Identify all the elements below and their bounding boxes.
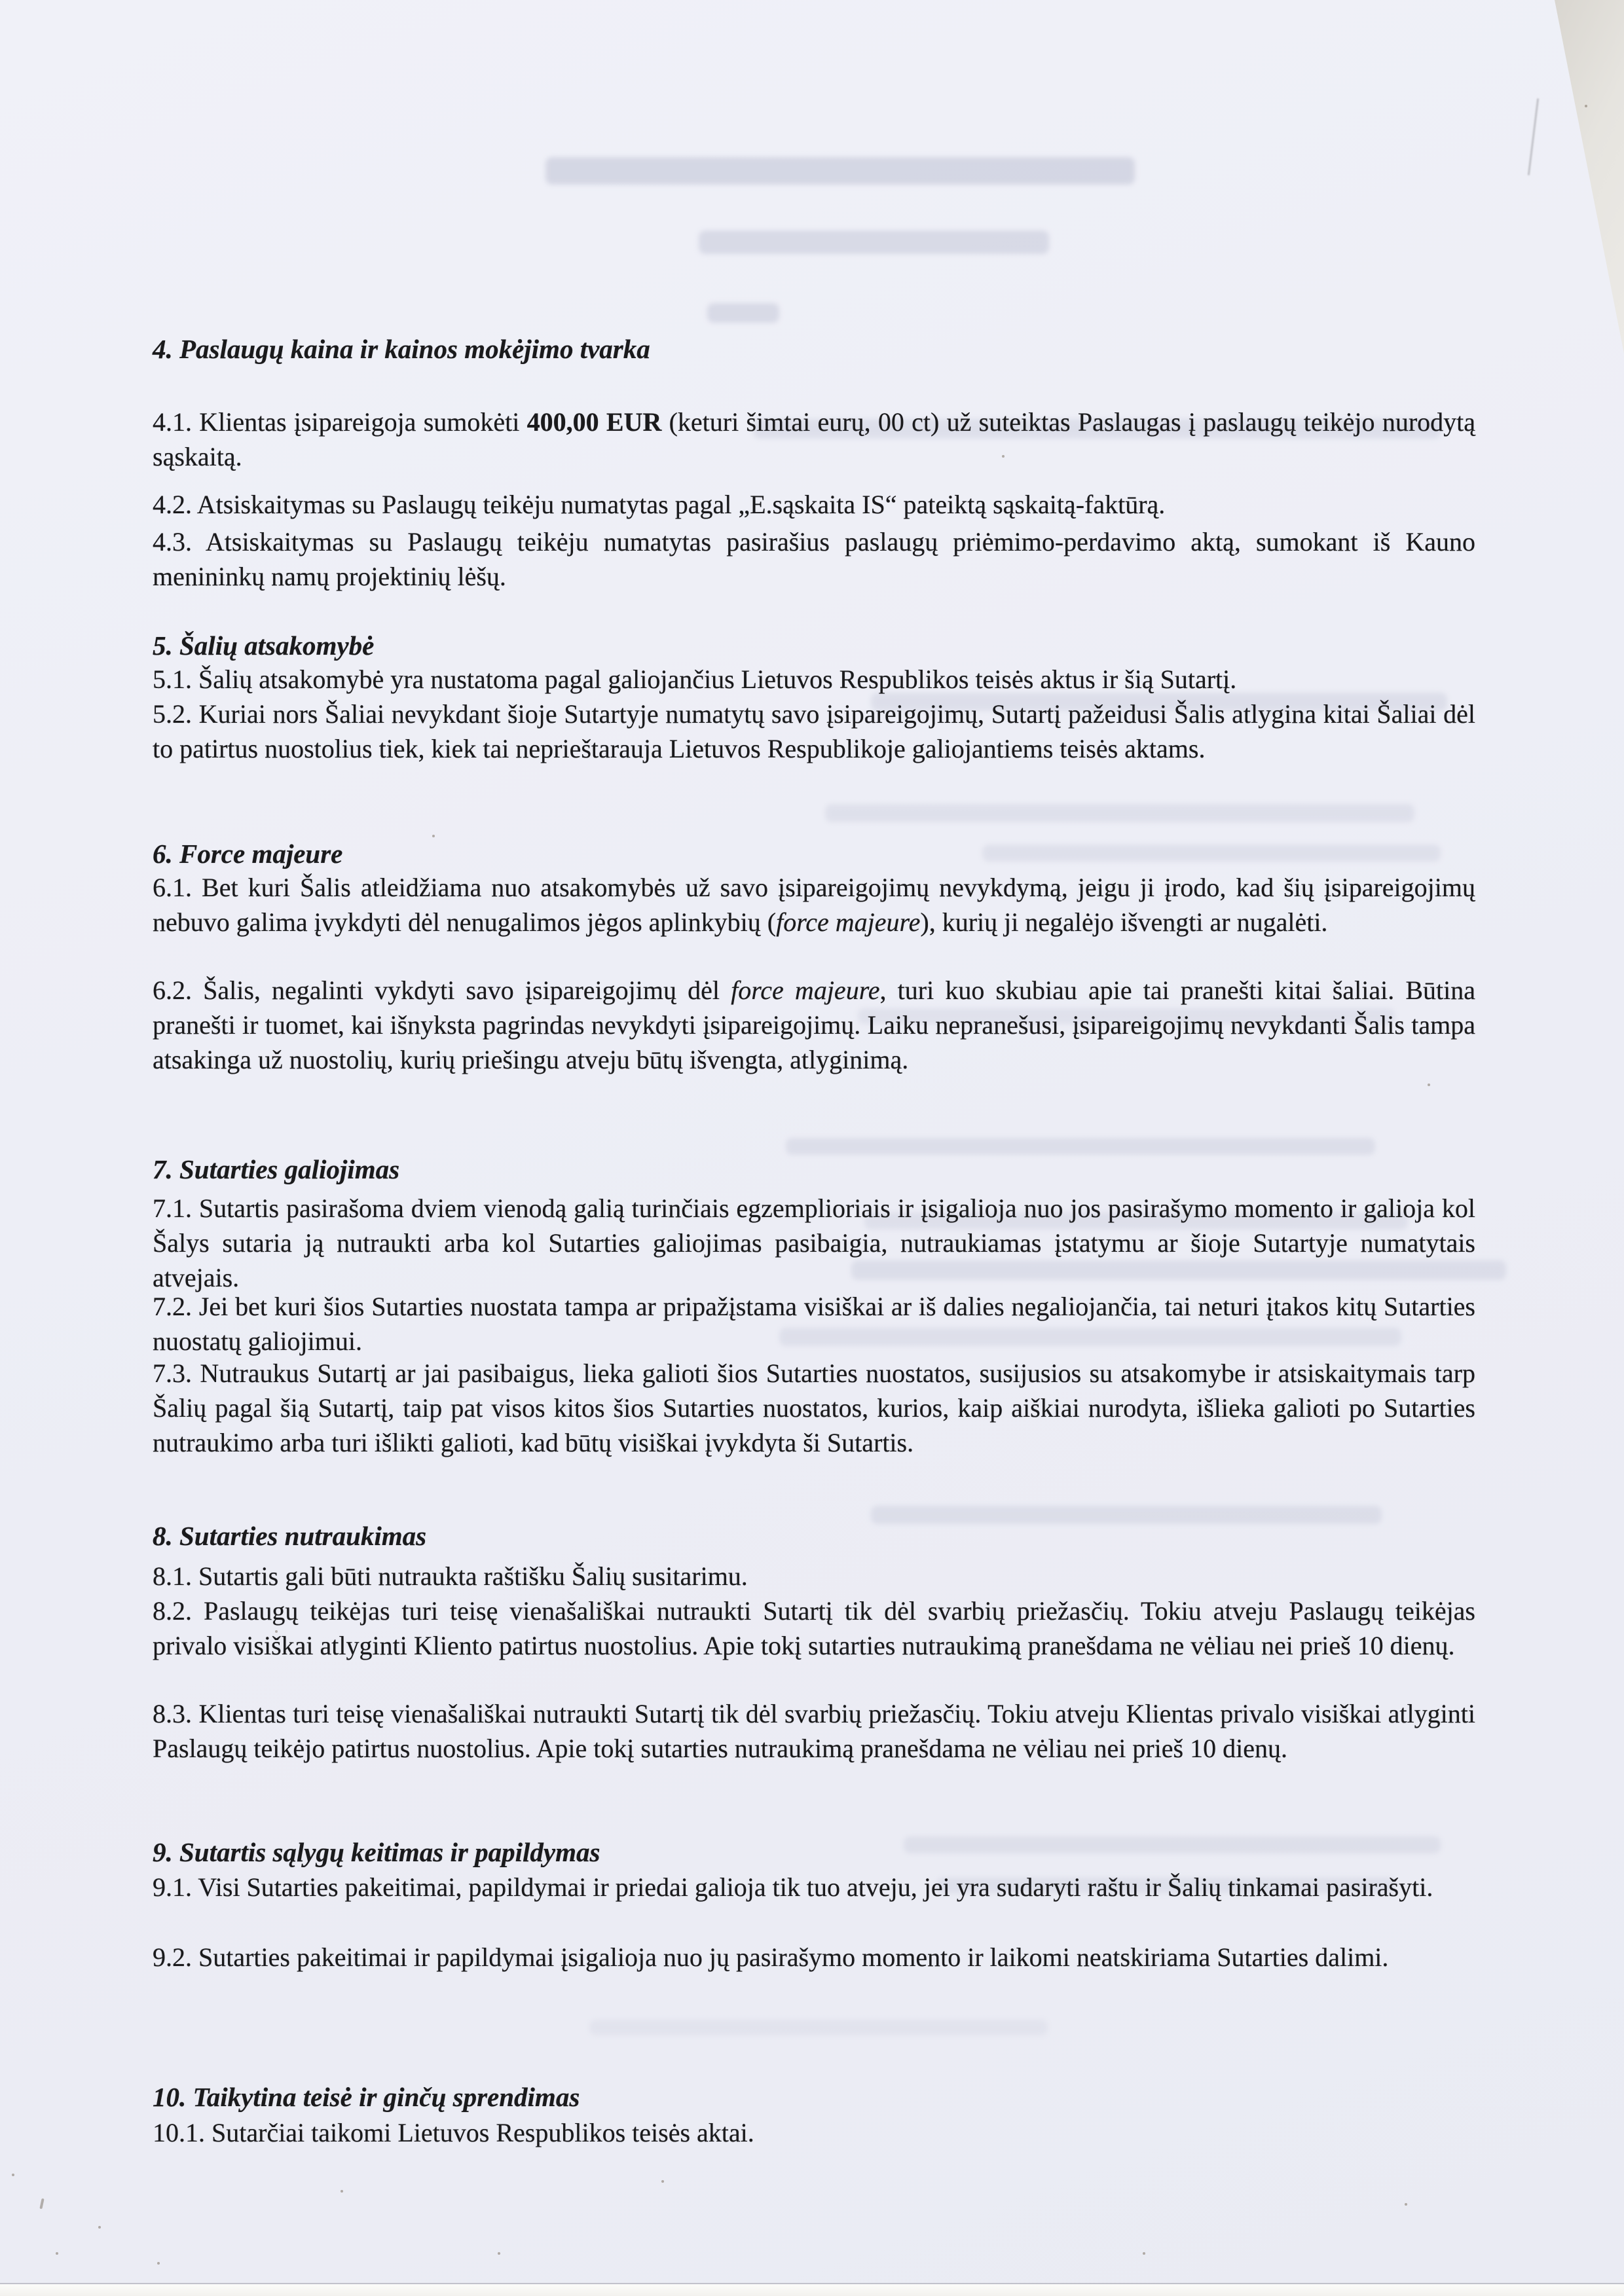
bleedthrough-mark [545, 157, 1135, 185]
section-heading-4: 4. Paslaugų kaina ir kainos mokėjimo tvarka [153, 334, 650, 364]
clause-text-run: 4.1. Klientas įsipareigoja sumokėti [153, 407, 527, 437]
paper-speck [56, 2252, 58, 2255]
section-heading-7: 7. Sutarties galiojimas [153, 1154, 400, 1184]
clause-text-run: 6.2. Šalis, negalinti vykdyti savo įsipareigojimų dėl [153, 975, 731, 1005]
contract-clause-4-3: 4.3. Atsiskaitymas su Paslaugų teikėju numatytas pasirašius paslaugų priėmimo-perdavimo aktą, sumokant iš Kauno menininkų namų projektinių lėšų. [153, 527, 1475, 591]
paper-speck [1428, 1084, 1430, 1086]
bleedthrough-mark [589, 2020, 1048, 2035]
contract-clause-7-2: 7.2. Jei bet kuri šios Sutarties nuostata tampa ar pripažįstama visiškai ar iš dalies negaliojančia, tai neturi įtakos kitų Sutarties nuostatų galiojimui. [153, 1292, 1475, 1356]
bleedthrough-mark [699, 230, 1049, 254]
paper-speck [39, 2198, 44, 2209]
clause-text-run: (keturi šimtai eurų, 00 ct) už suteiktas Paslaugas į paslaugų teikėjo nurodytą sąskaitą. [153, 407, 1476, 471]
section-heading-8: 8. Sutarties nutraukimas [153, 1521, 427, 1551]
contract-clause-8-1: 8.1. Sutartis gali būti nutraukta raštišku Šalių susitarimu. [153, 1561, 748, 1591]
paper-speck [12, 2174, 14, 2176]
scanner-bottom-strip [0, 2284, 1624, 2296]
contract-clause-5-2: 5.2. Kuriai nors Šaliai nevykdant šioje Sutartyje numatytų savo įsipareigojimų, Sutartį pažeidusi Šalis atlygina kitai Šaliai dėl to patirtus nuostolius tiek, kiek tai neprieštarauja Lietuvos Respublikoje galiojantiems teisės aktams. [153, 699, 1475, 763]
contract-clause-8-2: 8.2. Paslaugų teikėjas turi teisę vienašališkai nutraukti Sutartį tik dėl svarbių priežasčių. Tokiu atveju Paslaugų teikėjas privalo visiškai atlyginti Kliento patirtus nuostolius. Apie tokį sutarties nutraukimą pranešdama ne vėliau nei prieš 10 dienų. [153, 1596, 1475, 1660]
section-heading-5: 5. Šalių atsakomybė [153, 630, 375, 661]
paper-crease [1528, 98, 1539, 175]
contract-clause-9-2: 9.2. Sutarties pakeitimai ir papildymai įsigalioja nuo jų pasirašymo momento ir laikomi neatskiriama Sutarties dalimi. [153, 1942, 1389, 1972]
clause-text-run: , turi kuo skubiau apie tai pranešti kitai šaliai. Būtina pranešti ir tuomet, kai išnyksta pagrindas nevykdyti įsipareigojimų. Laiku nepranešusi, įsipareigojimų nevykdanti Šalis tampa atsakinga už nuostolių, kurių priešingu atveju būtų išvengta, atlyginimą. [153, 975, 1476, 1074]
contract-clause-8-3: 8.3. Klientas turi teisę vienašališkai nutraukti Sutartį tik dėl svarbių priežasčių. Tokiu atveju Klientas privalo visiškai atlyginti Paslaugų teikėjo patirtus nuostolius. Apie tokį sutarties nutraukimą pranešdama ne vėliau nei prieš 10 dienų. [153, 1699, 1475, 1763]
paper-speck [1143, 2252, 1145, 2255]
section-heading-6: 6. Force majeure [153, 839, 343, 869]
contract-clause-10-1: 10.1. Sutarčiai taikomi Lietuvos Respublikos teisės aktai. [153, 2118, 754, 2147]
paper-speck [157, 2262, 160, 2265]
contract-clause-5-1: 5.1. Šalių atsakomybė yra nustatoma pagal galiojančius Lietuvos Respublikos teisės aktus ir šią Sutartį. [153, 665, 1237, 694]
clause-text-run: ), kurių ji negalėjo išvengti ar nugalėti. [920, 907, 1328, 937]
bleedthrough-mark [707, 303, 779, 323]
contract-clause-7-1: 7.1. Sutartis pasirašoma dviem vienodą galią turinčiais egzemplioriais ir įsigalioja nuo jos pasirašymo momento ir galioja kol Šalys sutaria ją nutraukti arba kol Sutarties galiojimas pasibaigia, nutraukiamas įstatymu ar šioje Sutartyje numatytais atvejais. [153, 1194, 1475, 1292]
paper-speck [1405, 2203, 1407, 2206]
section-heading-9: 9. Sutartis sąlygų keitimas ir papildymas [153, 1837, 600, 1867]
contract-clause-9-1: 9.1. Visi Sutarties pakeitimai, papildymai ir priedai galioja tik tuo atveju, jei yra sudaryti raštu ir Šalių tinkamai pasirašyti. [153, 1872, 1433, 1902]
section-heading-10: 10. Taikytina teisė ir ginčų sprendimas [153, 2082, 580, 2112]
payment-amount: 400,00 EUR [526, 407, 662, 437]
paper-speck [661, 2180, 664, 2183]
paper-speck [498, 2252, 500, 2255]
bleedthrough-mark [825, 804, 1414, 822]
paper-speck [341, 2190, 343, 2193]
force-majeure-term: force majeure [731, 975, 880, 1005]
contract-clause-6-2 [153, 973, 1475, 1077]
paper-speck [1585, 105, 1587, 107]
contract-clause-4-1 [153, 405, 1475, 474]
clause-text-run: 6.1. Bet kuri Šalis atleidžiama nuo atsakomybės už savo įsipareigojimų nevykdymą, jeigu ji įrodo, kad šių įsipareigojimų nebuvo galima įvykdyti dėl nenugalimos jėgos aplinkybių ( [153, 873, 1475, 937]
contract-clause-4-2: 4.2. Atsiskaitymas su Paslaugų teikėju numatytas pagal „E.sąskaita IS“ pateiktą sąskaitą-faktūrą. [153, 490, 1166, 519]
contract-clause-6-1 [153, 870, 1475, 939]
contract-clause-7-3: 7.3. Nutraukus Sutartį ar jai pasibaigus, lieka galioti šios Sutarties nuostatos, susijusios su atsakomybe ir atsiskaitymais tarp Šalių pagal šią Sutartį, taip pat visos kitos šios Sutarties nuostatos, kurios, kaip aiškiai nurodyta, išlieka galioti po Sutarties nutraukimo arba turi išlikti galioti, kad būtų visiškai įvykdyta ši Sutartis. [153, 1358, 1475, 1457]
scanner-background-corner [1555, 0, 1624, 354]
force-majeure-term: force majeure [776, 907, 921, 937]
paper-speck [98, 2226, 101, 2229]
